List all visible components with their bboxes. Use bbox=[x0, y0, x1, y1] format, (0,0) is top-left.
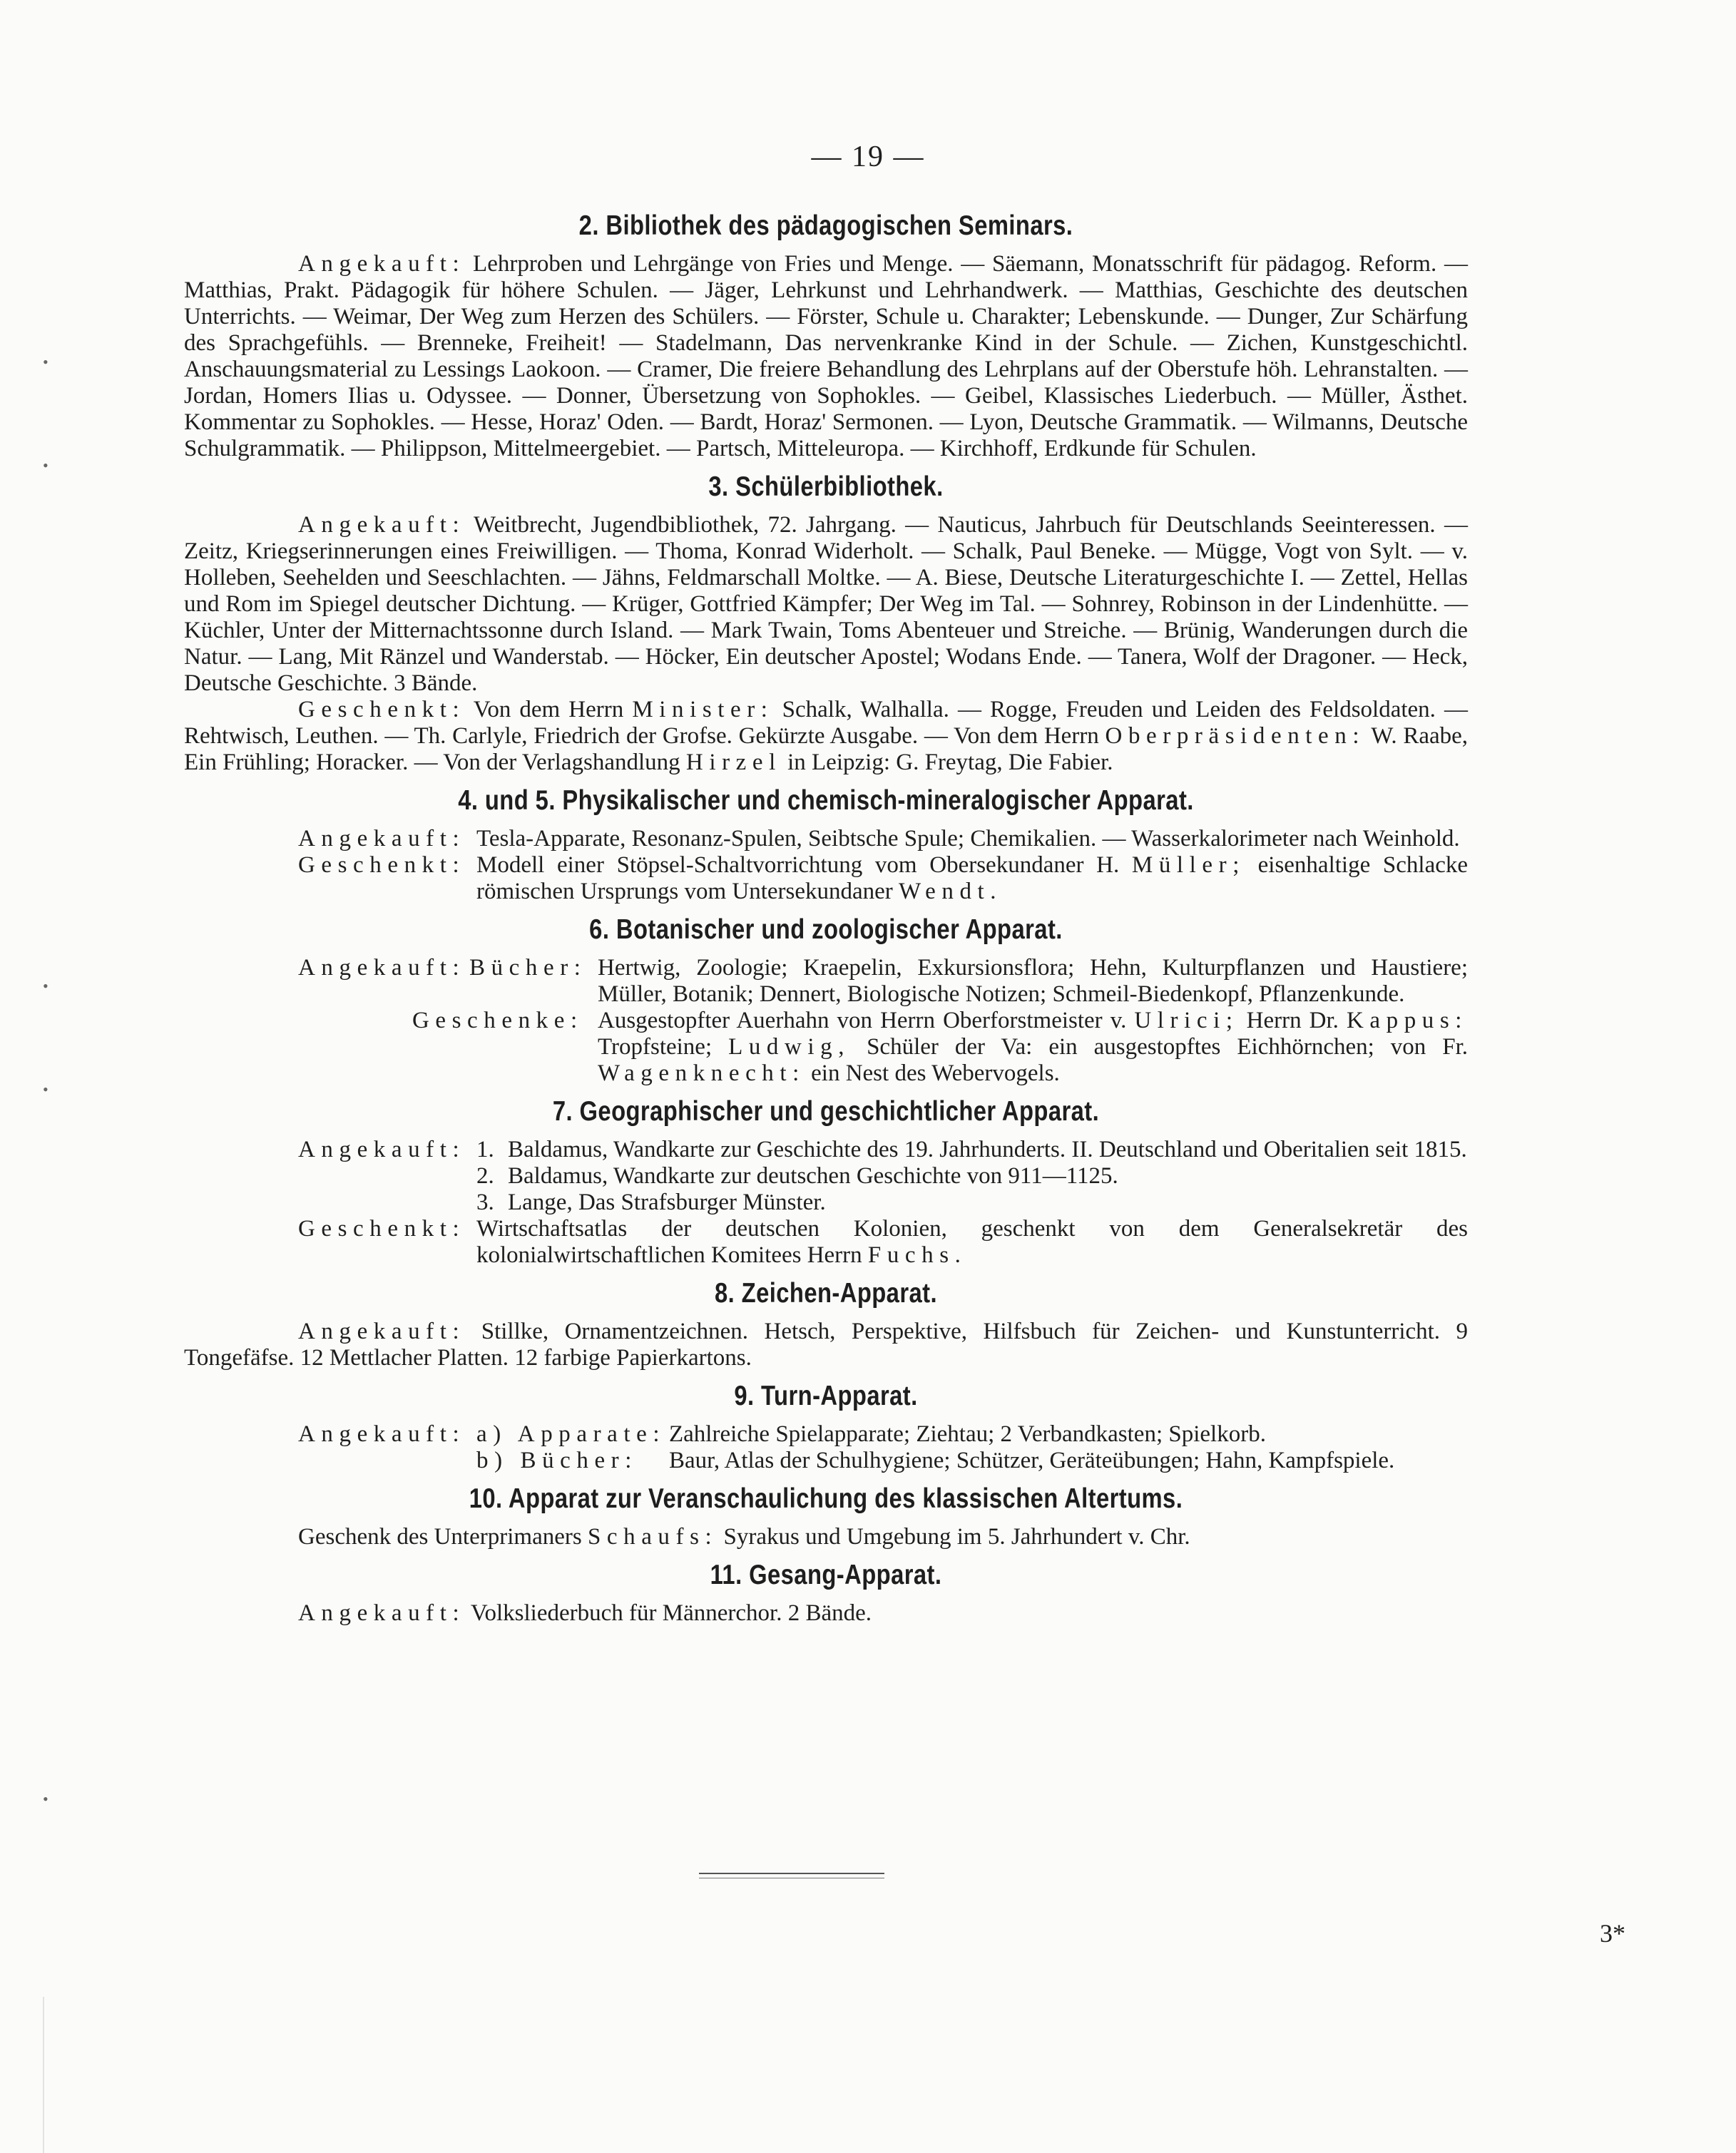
margin-dot: • bbox=[43, 1790, 48, 1808]
label-angekauft: Angekauft: bbox=[298, 1600, 466, 1626]
section-heading: 9. Turn-Apparat. bbox=[734, 1381, 918, 1411]
paragraph-text: Stillke, Ornamentzeichnen. Hetsch, Perspektive, Hilfsbuch für Zeichen- und Kunstunterricht. 9 Tongefäfse. 12 Mettlacher Platten. 12 farbige Papierkartons. bbox=[184, 1319, 1469, 1371]
closing-rule bbox=[699, 1873, 884, 1878]
section-heading: 6. Botanischer und zoologischer Apparat. bbox=[589, 914, 1063, 945]
entry-text: Hertwig, Zoologie; Kraepelin, Exkursionsflora; Hehn, Kulturpflanzen und Haustiere; Müller, Botanik; Dennert, Biologische Notizen; Schmeil-Biedenkopf, Pflanzenkunde. bbox=[598, 955, 1468, 1007]
margin-dot: • bbox=[43, 977, 48, 995]
page-number: — 19 — bbox=[811, 140, 925, 173]
numbered-list bbox=[476, 1137, 1468, 1216]
donor-name: Minister: bbox=[632, 697, 774, 722]
label-geschenke: Geschenke: bbox=[412, 1008, 583, 1033]
paragraph-text: Syrakus und Umgebung im 5. Jahrhundert v. Chr. bbox=[723, 1524, 1190, 1550]
sublabel-apparate: a) Apparate: bbox=[476, 1421, 666, 1447]
label-angekauft: Angekauft: bbox=[298, 1319, 466, 1344]
section-botany-zoology bbox=[184, 912, 1468, 1087]
label-angekauft: Angekauft: bbox=[298, 1421, 466, 1447]
donor-name: Kappus: bbox=[1346, 1008, 1469, 1033]
gift-text: W. Raabe, Ein Frühling; Horacker. — Von der Verlagshandlung bbox=[184, 723, 1469, 775]
scan-edge bbox=[0, 1997, 44, 2153]
report-content bbox=[184, 201, 1468, 1627]
list-item-number: 2. bbox=[476, 1163, 494, 1189]
donor-name: Müller; bbox=[1131, 852, 1245, 878]
entry-text-part: Modell einer Stöpsel-Schaltvorrichtung vom Obersekundaner H. bbox=[476, 852, 1120, 878]
section-heading: 3. Schülerbibliothek. bbox=[708, 471, 944, 502]
label-geschenkt: Geschenkt: bbox=[298, 852, 466, 878]
donor-name: Wendt. bbox=[899, 879, 1003, 904]
paragraph-text: Lehrproben und Lehrgänge von Fries und Menge. — Säemann, Monatsschrift für pädagog. Reform. — Matthias, Prakt. Pädagogik für höhere Schulen. — Jäger, Lehrkunst und Lehrhandwerk. — Matthias, Geschichte des deutschen Unterrichts. — Weimar, Der Weg zum Herzen des Schülers. — Förster, Schule u. Charakter; Lebenskunde. — Dunger, Zur Schärfung des Sprachgefühls. — Brenneke, Freiheit! — Stadelmann, Das nervenkranke Kind in der Schule. — Zichen, Kunstgeschichtl. Anschauungsmaterial zu Lessings Laokoon. — Cramer, Die freiere Behandlung des Lehrplans auf der Oberstufe höh. Lehranstalten. — Jordan, Homers Ilias u. Odyssee. — Donner, Übersetzung von Sophokles. — Geibel, Klassisches Liederbuch. — Müller, Ästhet. Kommentar zu Sophokles. — Hesse, Horaz' Oden. — Bardt, Horaz' Sermonen. — Lyon, Deutsche Grammatik. — Wilmanns, Deutsche Schulgrammatik. — Philippson, Mittelmeergebiet. — Partsch, Mitteleuropa. — Kirchhoff, Erdkunde für Schulen. bbox=[184, 251, 1469, 461]
paragraph-text: Volksliederbuch für Männerchor. 2 Bände. bbox=[470, 1600, 872, 1626]
section-antiquity bbox=[184, 1481, 1468, 1550]
section-heading: 10. Apparat zur Veranschaulichung des klassischen Altertums. bbox=[469, 1483, 1183, 1514]
entry-text-part: Schüler der Va: ein ausgestopftes Eichhörnchen; von Fr. bbox=[867, 1034, 1469, 1060]
entry-text-part: Herrn Dr. bbox=[1246, 1008, 1339, 1033]
section-heading: 2. Bibliothek des pädagogischen Seminars. bbox=[578, 210, 1073, 241]
entry-row bbox=[184, 955, 1468, 1008]
sub-entry bbox=[476, 1448, 1468, 1474]
section-physics-chemistry bbox=[184, 783, 1468, 905]
gift-text: Von dem Herrn bbox=[473, 697, 624, 722]
entry-text-part: Ausgestopfter Auerhahn von Herrn Oberforstmeister v. bbox=[598, 1008, 1127, 1033]
label-geschenkt: Geschenkt: bbox=[298, 1216, 466, 1242]
section-paragraph bbox=[184, 1524, 1468, 1550]
section-drawing bbox=[184, 1276, 1468, 1371]
gift-paragraph bbox=[184, 697, 1468, 776]
donor-name: Oberpräsidenten: bbox=[1105, 723, 1366, 749]
list-item-text: Lange, Das Strafsburger Münster. bbox=[508, 1190, 826, 1215]
sub-entries bbox=[476, 1421, 1468, 1474]
donor-name: Wagenknecht: bbox=[598, 1060, 805, 1086]
section-paragraph bbox=[184, 512, 1468, 697]
list-item-text: Baldamus, Wandkarte zur deutschen Geschichte von 911—1125. bbox=[508, 1163, 1118, 1189]
margin-dot: • bbox=[43, 353, 48, 371]
list-item bbox=[476, 1137, 1468, 1163]
entry-text-part: eisenhaltige Schlacke römischen Ursprungs vom Untersekundaner bbox=[476, 852, 1469, 904]
section-seminar-library bbox=[184, 208, 1468, 462]
list-item bbox=[476, 1163, 1468, 1190]
entry-row bbox=[184, 1008, 1468, 1087]
donor-name: Ludwig, bbox=[728, 1034, 851, 1060]
sheet-signature: 3* bbox=[1600, 1919, 1625, 1948]
donor-name: Schaufs: bbox=[587, 1524, 718, 1550]
label-angekauft: Angekauft: bbox=[298, 955, 466, 981]
entry-text bbox=[476, 1216, 1468, 1269]
list-item-number: 1. bbox=[476, 1137, 494, 1162]
entry-text bbox=[598, 1008, 1468, 1087]
section-geography-history bbox=[184, 1094, 1468, 1269]
entry-text bbox=[476, 852, 1468, 905]
gift-text: in Leipzig: G. Freytag, Die Fabier. bbox=[787, 750, 1113, 775]
section-paragraph bbox=[184, 1319, 1468, 1371]
list-item-number: 3. bbox=[476, 1190, 494, 1215]
section-heading: 11. Gesang-Apparat. bbox=[710, 1560, 942, 1590]
sub-entry-text: Baur, Atlas der Schulhygiene; Schützer, Geräteübungen; Hahn, Kampfspiele. bbox=[669, 1448, 1395, 1473]
section-heading: 8. Zeichen-Apparat. bbox=[714, 1278, 937, 1309]
sub-entry-text: Zahlreiche Spielapparate; Ziehtau; 2 Verbandkasten; Spielkorb. bbox=[669, 1421, 1266, 1447]
entry-row bbox=[184, 1216, 1468, 1269]
list-item-text: Baldamus, Wandkarte zur Geschichte des 19. Jahrhunderts. II. Deutschland und Oberitalien seit 1815. bbox=[508, 1137, 1467, 1162]
section-student-library bbox=[184, 469, 1468, 776]
sublabel-buecher: b) Bücher: bbox=[476, 1448, 638, 1473]
section-singing bbox=[184, 1558, 1468, 1627]
entry-text: Tesla-Apparate, Resonanz-Spulen, Seibtsche Spule; Chemikalien. — Wasserkalorimeter nach Weinhold. bbox=[476, 826, 1460, 852]
label-angekauft: Angekauft: bbox=[298, 251, 466, 277]
label-angekauft: Angekauft: bbox=[298, 1137, 466, 1162]
entry-text-part: Wirtschaftsatlas der deutschen Kolonien, geschenkt von dem Generalsekretär des kolonialwirtschaftlichen Komitees Herrn bbox=[476, 1216, 1468, 1268]
label-geschenkt: Geschenkt: bbox=[298, 697, 466, 722]
sub-entry bbox=[476, 1421, 1468, 1448]
entry-row bbox=[184, 1137, 1468, 1216]
section-heading: 4. und 5. Physikalischer und chemisch-mineralogischer Apparat. bbox=[458, 785, 1194, 816]
label-angekauft: Angekauft: bbox=[298, 826, 466, 852]
margin-dot: • bbox=[43, 456, 48, 474]
gift-text: Schalk, Walhalla. — Rogge, Freuden und Leiden des Feldsoldaten. — Rehtwisch, Leuthen. — Th. Carlyle, Friedrich der Grofse. Gekürzte Ausgabe. — Von dem Herrn bbox=[184, 697, 1469, 749]
donor-name: Ulrici; bbox=[1134, 1008, 1239, 1033]
entry-text-part: ein Nest des Webervogels. bbox=[811, 1060, 1060, 1086]
paragraph-text: Weitbrecht, Jugendbibliothek, 72. Jahrgang. — Nauticus, Jahrbuch für Deutschlands Seeinteressen. — Zeitz, Kriegserinnerungen eines Freiwilligen. — Thoma, Konrad Widerholt. — Schalk, Paul Beneke. — Mügge, Vogt von Sylt. — v. Holleben, Seehelden und Seeschlachten. — Jähns, Feldmarschall Moltke. — A. Biese, Deutsche Literaturgeschichte I. — Zettel, Hellas und Rom im Spiegel deutscher Dichtung. — Krüger, Gottfried Kämpfer; Der Weg im Tal. — Sohnrey, Robinson in der Lindenhütte. — Küchler, Unter der Mitternachtssonne durch Island. — Mark Twain, Toms Abenteuer und Streiche. — Brünig, Wanderungen durch die Natur. — Lang, Mit Ränzel und Wanderstab. — Höcker, Ein deutscher Apostel; Wodans Ende. — Tanera, Wolf der Dragoner. — Heck, Deutsche Geschichte. 3 Bände. bbox=[184, 512, 1468, 696]
section-paragraph bbox=[184, 1600, 1468, 1627]
donor-name: Fuchs. bbox=[867, 1242, 967, 1268]
list-item bbox=[476, 1190, 1468, 1216]
sublabel-buecher: Bücher: bbox=[469, 955, 587, 981]
paragraph-text: Geschenk des Unterprimaners bbox=[298, 1524, 582, 1550]
entry-row bbox=[184, 1421, 1468, 1474]
entry-text-part: Tropfsteine; bbox=[598, 1034, 713, 1060]
entry-row bbox=[184, 826, 1468, 852]
label-angekauft: Angekauft: bbox=[298, 512, 466, 538]
donor-name: Hirzel bbox=[685, 750, 782, 775]
section-heading: 7. Geographischer und geschichtlicher Apparat. bbox=[552, 1096, 1100, 1127]
entry-row bbox=[184, 852, 1468, 905]
section-paragraph bbox=[184, 251, 1468, 462]
section-gymnastics bbox=[184, 1379, 1468, 1474]
margin-dot: • bbox=[43, 1080, 48, 1098]
